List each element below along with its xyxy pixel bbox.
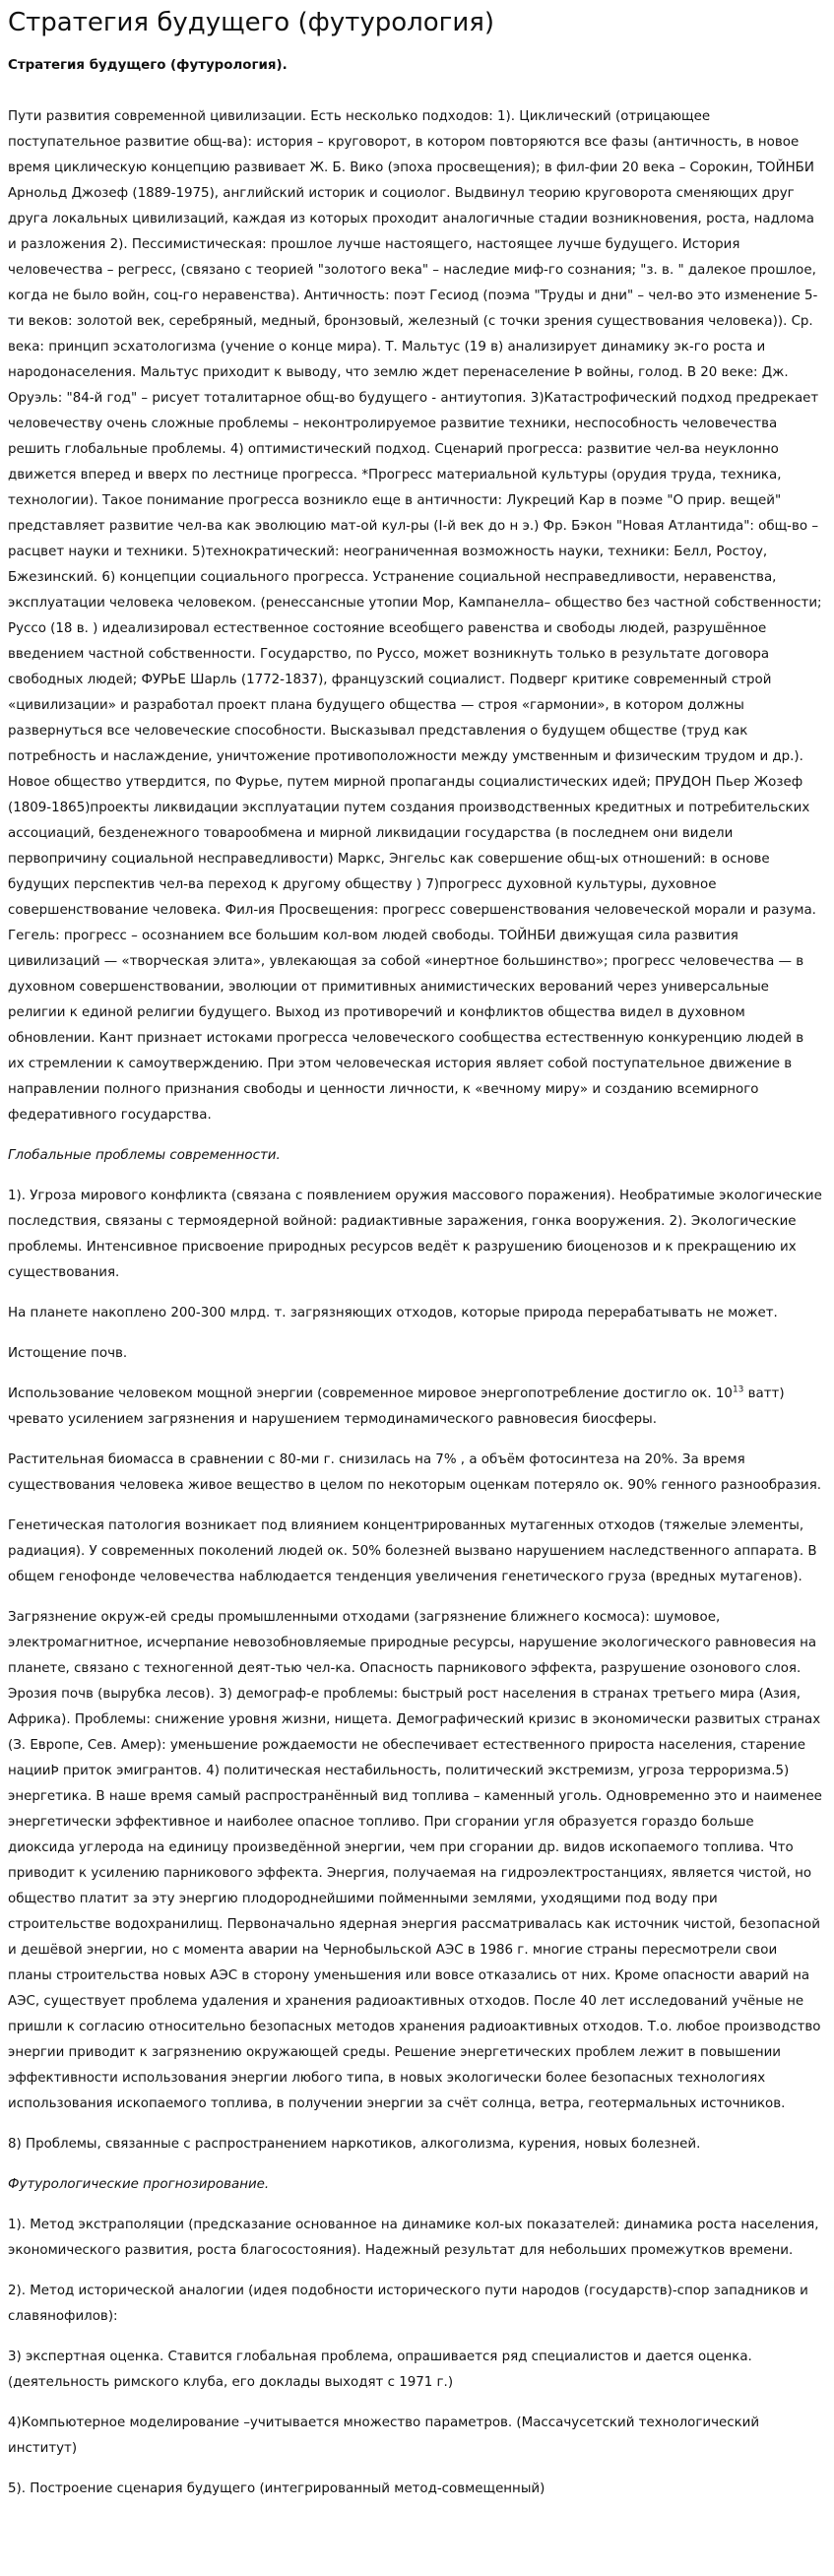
paragraph-energy-use	[8, 1382, 822, 1433]
method-modeling: 4)Компьютерное моделирование –учитывается множество параметров. (Массачусетский технологический институт)	[8, 2415, 760, 2456]
paragraph-soil: Истощение почв.	[8, 1346, 128, 1361]
method-expert: 3) экспертная оценка. Ставится глобальная проблема, опрашивается ряд специалистов и дается оценка. (деятельность римского клуба, его доклады выходят с 1971 г.)	[8, 2350, 752, 2390]
paragraph-genetics: Генетическая патология возникает под влиянием концентрированных мутагенных отходов (тяжелые элементы, радиация). У современных поколений людей ок. 50% болезней вызвано нарушением наследственного аппарата. В общем генофонде человечества наблюдается тенденция увеличения генетического груза (вредных мутагенов).	[8, 1518, 817, 1584]
method-extrapolation: 1). Метод экстраполяции (предсказание основанное на динамике кол-ых показателей: динамика роста населения, экономического развития, роста благосостояния). Надежный результат для небольших промежутков времени.	[8, 2218, 819, 2258]
method-scenario: 5). Построение сценария будущего (интегрированный метод-совмещенный)	[8, 2481, 545, 2496]
energy-exponent: 13	[732, 1385, 744, 1395]
paragraph-pollution: Загрязнение окруж-ей среды промышленными отходами (загрязнение ближнего космоса): шумовое, электромагнитное, исчерпание невозобновляемые природные ресурсы, нарушение экологического равновесия на планете, связано с техногенной деят-тью чел-ка. Опасность парникового эффекта, разрушение озонового слоя. Эрозия почв (вырубка лесов). 3) демограф-е проблемы: быстрый рост населения в странах третьего мира (Азия, Африка). Проблемы: снижение уровня жизни, нищета. Демографический кризис в экономически развитых странах (З. Европе, Сев. Амер): уменьшение рождаемости не обеспечивает естественного прироста населения, старение нацииÞ приток эмигрантов. 4) политическая нестабильность, политический экстремизм, угроза терроризма.5) энергетика. В наше время самый распространённый вид топлива – каменный уголь. Одновременно это и наименее энергетически эффективное и наиболее опасное топливо. При сгорании угля образуется гораздо больше диоксида углерода на единицу произведённой энергии, чем при сгорании др. видов ископаемого топлива. Что приводит к усилению парникового эффекта. Энергия, получаемая на гидроэлектростанциях, является чистой, но общество платит за эту энергию плодороднейшими пойменными землями, уходящими под воду при строительстве водохранилищ. Первоначально ядерная энергия рассматривалась как источник чистой, безопасной и дешёвой энергии, но с момента аварии на Чернобыльской АЭС в 1986 г. многие страны пересмотрели свои планы строительства новых АЭС в сторону уменьшения или вовсе отказались от них. Кроме опасности аварий на АЭС, существует проблема удаления и хранения радиоактивных отходов. После 40 лет исследований учёные не пришли к согласию относительно безопасных методов хранения радиоактивных отходов. Т.о. любое производство энергии приводит к загрязнению окружающей среды. Решение энергетических проблем лежит в повышении эффективности использования энергии любого типа, в новых экологически более безопасных технологиях использования ископаемого топлива, в получении энергии за счёт солнца, ветра, геотермальных источников.	[8, 1610, 822, 2111]
page-title: Стратегия будущего (футурология)	[8, 8, 495, 37]
energy-text-after: ватт) чревато усилением загрязнения и нарушением термодинамического равновесия биосферы.	[8, 1386, 785, 1427]
global-problems-heading: Глобальные проблемы современности.	[8, 1148, 281, 1163]
energy-text-before: Использование человеком мощной энергии (современное мировое энергопотребление достигло ок. 10	[8, 1386, 733, 1401]
paragraph-biomass: Растительная биомасса в сравнении с 80-ми г. снизилась на 7% , а объём фотосинтеза на 20%. За время существования человека живое вещество в целом по некоторым оценкам потеряло ок. 90% генного разнообразия.	[8, 1452, 822, 1493]
futurology-heading: Футурологические прогнозирование.	[8, 2177, 270, 2192]
paragraph-war-threat: 1). Угроза мирового конфликта (связана с появлением оружия массового поражения). Необратимые экологические последствия, связаны с термоядерной войной: радиактивные заражения, гонка вооружения. 2). Экологические проблемы. Интенсивное присвоение природных ресурсов ведёт к разрушению биоценозов и к прекращению их существования.	[8, 1189, 822, 1280]
paragraph-drugs: 8) Проблемы, связанные с распространением наркотиков, алкоголизма, курения, новых болезней.	[8, 2137, 701, 2152]
paragraph-waste: На планете накоплено 200-300 млрд. т. загрязняющих отходов, которые природа перерабатывать не может.	[8, 1306, 778, 1320]
document-subtitle: Стратегия будущего (футурология).	[8, 58, 288, 73]
method-analogy: 2). Метод исторической аналогии (идея подобности исторического пути народов (государств)-спор западников и славянофилов):	[8, 2284, 808, 2324]
intro-paragraph: Пути развития современной цивилизации. Есть несколько подходов: 1). Циклический (отрицающее поступательное развитие общ-ва): история – круговорот, в котором повторяются все фазы (античность, в новое время циклическую концепцию развивает Ж. Б. Вико (эпоха просвещения); в фил-фии 20 века – Сорокин, ТОЙНБИ Арнольд Джозеф (1889-1975), английский историк и социолог. Выдвинул теорию круговорота сменяющих друг друга локальных цивилизаций, каждая из которых проходит аналогичные стадии возникновения, роста, надлома и разложения 2). Пессимистическая: прошлое лучше настоящего, настоящее лучше будущего. История человечества – регресс, (связано с теорией "золотого века" – наследие миф-го сознания; "з. в. " далекое прошлое, когда не было войн, соц-го неравенства). Античность: поэт Гесиод (поэма "Труды и дни" – чел-во это изменение 5-ти веков: золотой век, серебряный, медный, бронзовый, железный (с точки зрения существования человека)). Ср. века: принцип эсхатологизма (учение о конце мира). Т. Мальтус (19 в) анализирует динамику эк-го роста и народонаселения. Мальтус приходит к выводу, что землю ждет перенаселение Þ войны, голод. В 20 веке: Дж. Оруэль: "84-й год" – рисует тоталитарное общ-во будущего - антиутопия. 3)Катастрофический подход предрекает человечеству очень сложные проблемы – неконтролируемое развитие техники, неспособность человечества решить глобальные проблемы. 4) оптимистический подход. Сценарий прогресса: развитие чел-ва неуклонно движется вперед и вверх по лестнице прогресса. *Прогресс материальной культуры (орудия труда, техника, технологии). Такое понимание прогресса возникло еще в античности: Лукреций Кар в поэме "О прир. вещей" представляет развитие чел-ва как эволюцию мат-ой кул-ры (I-й век до н э.) Фр. Бэкон "Новая Атлантида": общ-во – расцвет науки и техники. 5)технократический: неограниченная возможность науки, техники: Белл, Ростоу, Бжезинский. 6) концепции социального прогресса. Устранение социальной несправедливости, неравенства, эксплуатации человека человеком. (ренессансные утопии Мор, Кампанелла– общество без частной собственности; Руссо (18 в. ) идеализировал естественное состояние всеобщего равенства и свободы людей, разрушённое введением частной собственности. Государство, по Руссо, может возникнуть только в результате договора свободных людей; ФУРЬЕ Шарль (1772-1837), французский социалист. Подверг критике современный строй «цивилизации» и разработал проект плана будущего общества — строя «гармонии», в котором должны развернуться все человеческие способности. Высказывал представления о будущем обществе (труд как потребность и наслаждение, уничтожение противоположности между умственным и физическим трудом и др.). Новое общество утвердится, по Фурье, путем мирной пропаганды социалистических идей; ПРУДОН Пьер Жозеф (1809-1865)проекты ликвидации эксплуатации путем создания производственных кредитных и потребительских ассоциаций, безденежного товарообмена и мирной ликвидации государства (в последнем они видели первопричину социальной несправедливости) Маркс, Энгельс как совершение общ-ых отношений: в основе будущих перспектив чел-ва переход к другому обществу ) 7)прогресс духовной культуры, духовное совершенствование человека. Фил-ия Просвещения: прогресс совершенствования человеческой морали и разума. Гегель: прогресс – осознанием все большим кол-вом людей свободы. ТОЙНБИ движущая сила развития цивилизаций — «творческая элита», увлекающая за собой «инертное большинство»; прогресс человечества — в духовном совершенствовании, эволюции от примитивных анимистических верований через универсальные религии к единой религии будущего. Выход из противоречий и конфликтов общества видел в духовном обновлении. Кант признает истоками прогресса человеческого сообщества естественную конкуренцию людей в их стремлении к самоутверждению. При этом человеческая история являет собой поступательное движение в направлении полного признания свободы и ценности личности, к «вечному миру» и созданию всемирного федеративного государства.	[8, 109, 822, 1123]
